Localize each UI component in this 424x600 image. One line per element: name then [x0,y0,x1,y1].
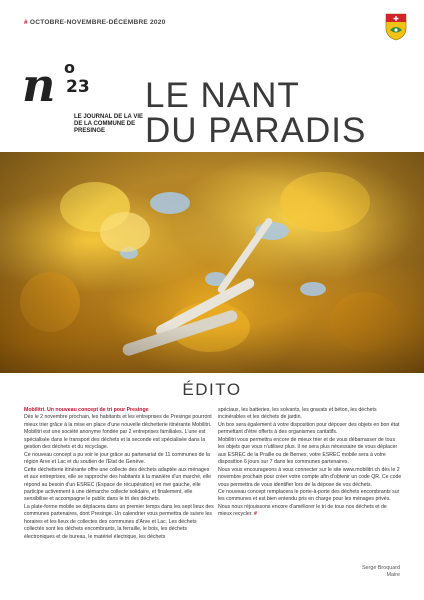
paragraph: La plate-forme mobile se déplacera dans un premier temps dans les sept lieux des communes partenaires, dont Presinge. Un calendrier vous permettra de suivre les horaires et les lieux de collectes des communes d'Arve et Lac. Les déchets collectés sont les déchets encombrants, la ferraille, le bois, les déchets électroniques et de bureau, le matériel électrique, les déchets [24,503,214,540]
edito-column-right [218,407,402,519]
paragraph: Dès le 2 novembre prochain, les habitants et les entreprises de Presinge pourront mieux trier grâce à la mise en place d'une nouvelle déchetterie itinérante Mobilitri. [24,414,212,428]
paragraph: Ce nouveau concept a pu voir le jour grâce au partenariat de 11 communes de la région Arve et Lac et du soutien de l'Etat de Genève. [24,451,210,466]
paragraph: Mobilitri est une société anonyme fondée par 2 entreprises familiales. L'une est spécialisée dans le transport des déchets et la seconde est spécialisée dans la gestion des déchets et du recyclage. [24,429,206,451]
paragraph: Nous vous encourageons à vous connecter sur le site www.mobilitri.ch dès le 2 novembre prochain pour créer votre compte afin d'obtenir un code QR. Ce code vous permettra de vous identifier lors de la dépose de vos déchets. [218,466,402,488]
paragraph: Ce nouveau concept remplacera le porte-à-porte des déchets encombrants sur les communes et est bien entendu pris en charge pour les ménages privés. Nous nous réjouissons encore d'améliorer le tri de tous nos déchets et de mieux recycler. [218,488,400,518]
paragraph: Mobilitri vous permettra encore de mieux trier et de vous débarrasser de tous les objets que vous n'utilisez plus. Il ne sera plus nécessaire de vous déplacer aux ESREC de la Praille ou de Bernex, votre ESREC mobile sera à votre disposition 6 jours sur 7 dans les communes partenaires. [218,436,398,466]
signature [330,565,400,579]
date-text: OCTOBRE-NOVEMBRE-DÉCEMBRE 2020 [29,19,166,26]
issue-date [24,19,166,26]
edito-heading: ÉDITO [182,380,242,399]
hash-mark: # [24,19,28,26]
issue-letter: n [22,58,56,112]
signature-name: Serge Broquard [361,565,400,571]
journal-subtitle: LE JOURNAL DE LA VIE DE LA COMMUNE DE PRESINGE [74,114,144,134]
edito-column-left [24,407,214,541]
coat-of-arms-icon [385,13,407,41]
issue-number-block [22,58,112,112]
paragraph: spéciaux, les batteries, les solvants, les gravats et béton, les déchets incinérables et les déchets de jardin. [218,407,377,421]
cover-photo [0,152,424,373]
paragraph: Cette déchetterie itinérante offre une collecte des déchets adaptée aux ménages et aux entreprises, elle se rapproche des habitants à la manière d'un marché, elle répond au besoin d'un ESREC (Espace de récupération) en rive gauche, elle participe activement à une démarche collecte solidaire, et finalement, elle sensibilise et accompagne le public dans le tri des déchets. [24,466,211,503]
issue-number: 23 [66,77,90,97]
issue-superscript: o [64,58,75,77]
lead-title: Mobilitri. Un nouveau concept de tri pour Presinge [24,407,149,413]
masthead-title-line1: LE NANT [145,76,300,115]
masthead-title-line2: DU PARADIS [145,111,367,150]
paragraph: Un box sera également à votre disposition pour déposer des objets en bon état permettant d'être offerts à des organismes caritatifs. [218,421,400,436]
signature-role: Maire [386,572,400,578]
end-mark: # [254,511,257,518]
